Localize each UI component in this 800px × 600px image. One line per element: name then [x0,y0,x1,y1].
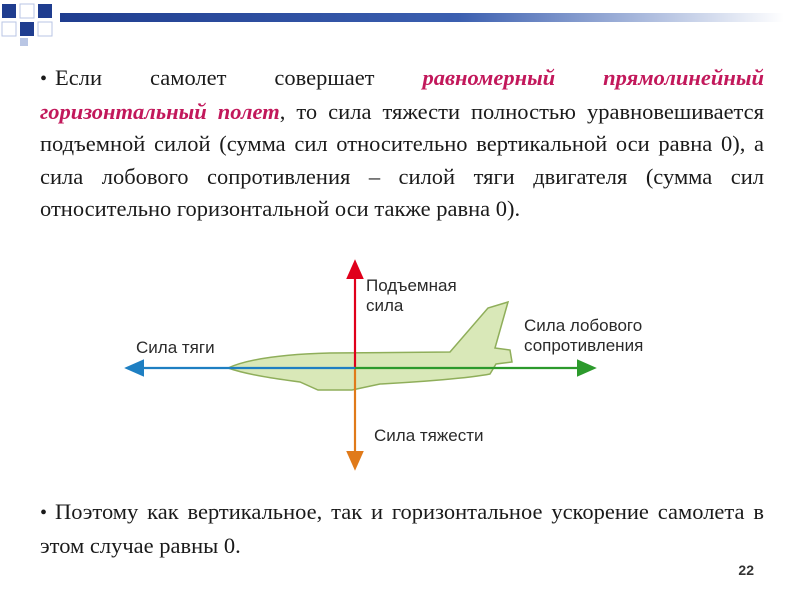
paragraph-2-text: Поэтому как вертикальное, так и горизонтальное ускорение самолета в этом случае равны 0. [40,499,764,558]
label-drag-force: Сила лобового сопротивления [524,316,644,355]
paragraph-1-highlight: равномерный прямолинейный горизонтальный полет [40,65,764,124]
label-lift-force: Подъемная сила [366,276,457,315]
header-gradient-line [60,13,784,22]
paragraph-2 [40,496,764,562]
label-thrust-force: Сила тяги [136,338,215,357]
paragraph-1-rest: , то сила тяжести полностью уравновешивается подъемной силой (сумма сил относительно вертикальной оси равна 0), а сила лобового сопротивления – силой тяги двигателя (сумма сил относительно горизонтальной оси также равна 0). [40,98,764,221]
paragraph-1 [40,62,764,226]
bullet-marker: • [40,502,48,524]
bullet-marker: • [40,68,48,90]
forces-diagram [0,250,800,480]
label-gravity-force: Сила тяжести [374,426,484,445]
page-number: 22 [738,562,754,578]
header-squares-decoration [0,0,80,50]
paragraph-1-intro: Если самолет совершает [55,65,423,90]
